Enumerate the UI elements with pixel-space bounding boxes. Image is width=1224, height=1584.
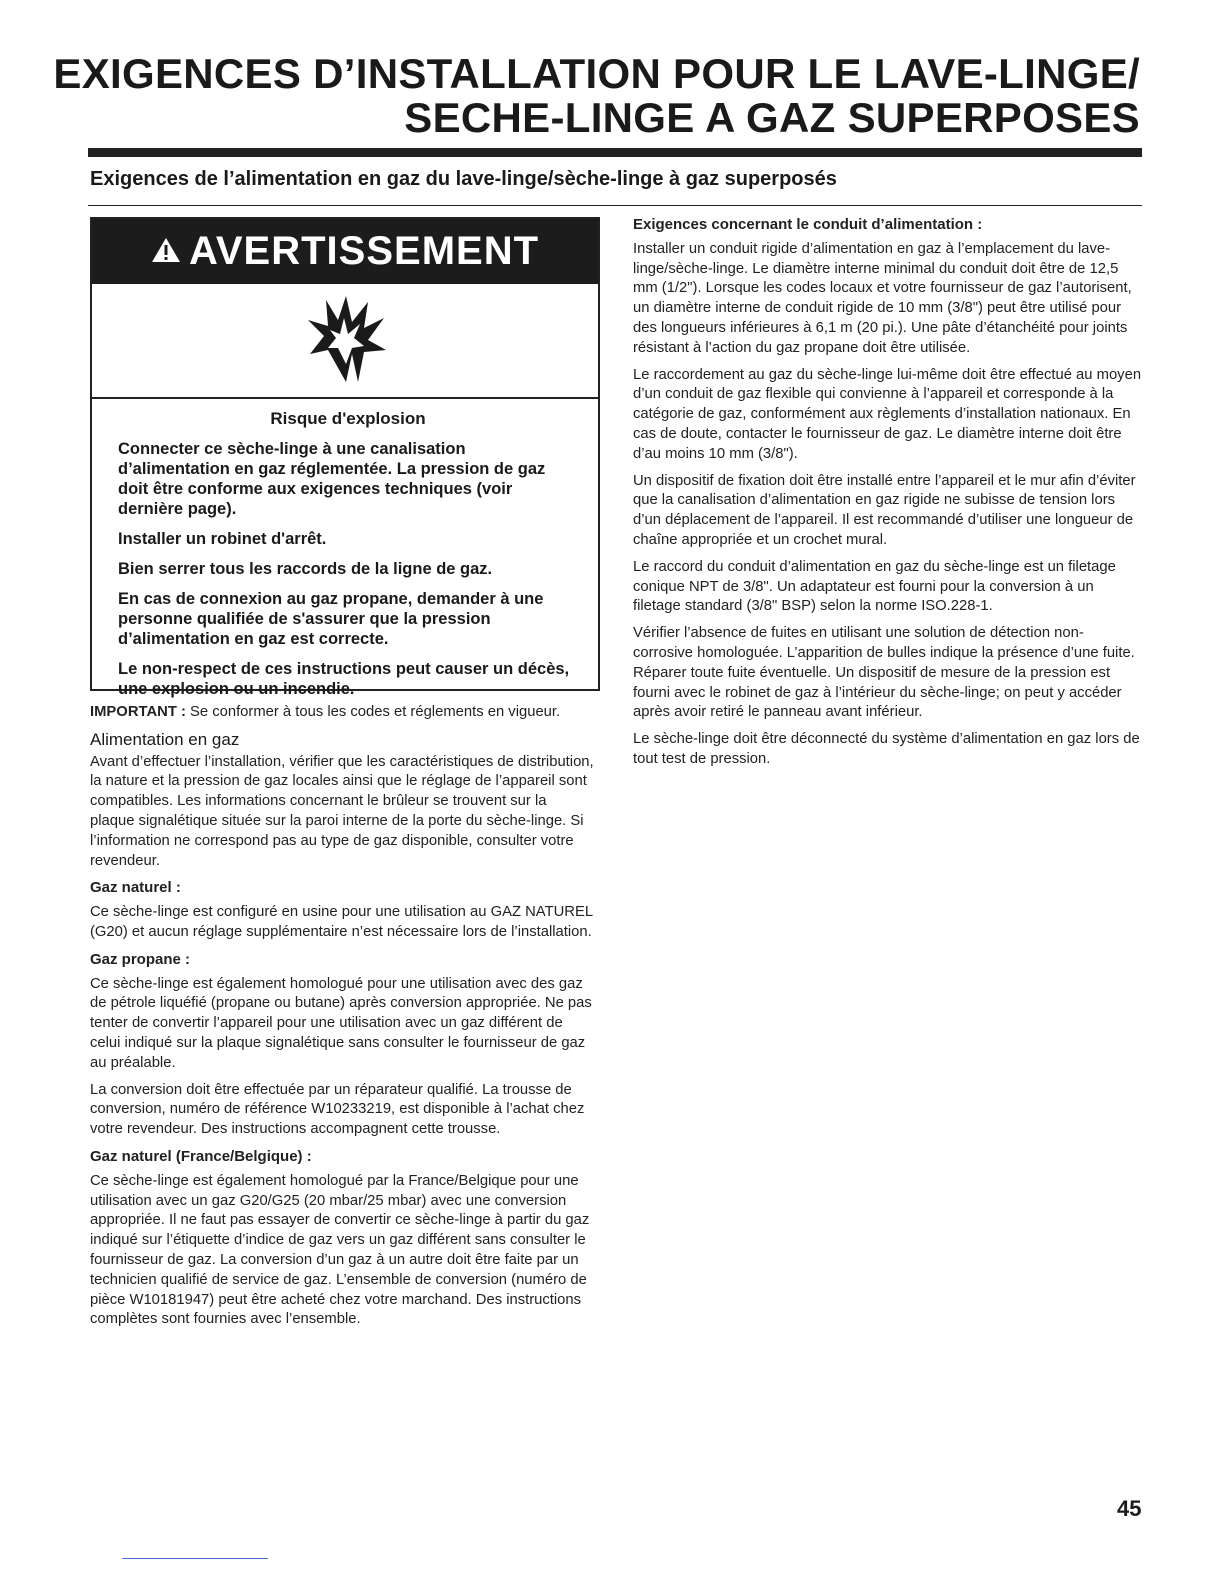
- alimentation-text: Avant d’effectuer l’installation, vérifier que les caractéristiques de distribution, la nature et la pression de gaz locales ainsi que le réglage de l’appareil sont compatibles. Les informations concernant le brûleur se trouvent sur la plaque signalétique située sur la paroi interne de la porte du sèche-linge. Si l’information ne correspond pas au type de gaz disponible, consulter votre revendeur.: [90, 753, 594, 869]
- important-note: [90, 703, 595, 723]
- section-subheading: Exigences de l’alimentation en gaz du lave-linge/sèche-linge à gaz superposés: [90, 168, 837, 190]
- explosion-icon: [298, 292, 394, 388]
- footer-line: [122, 1558, 268, 1559]
- supply-paragraph: Le raccordement au gaz du sèche-linge lui-même doit être effectué au moyen d’un conduit de gaz flexible qui convienne à l’appareil et corresponde à la catégorie de gaz, conformément aux règlements d’installation nationaux. En cas de doute, contacter le fournisseur de gaz. Le diamètre interne doit être d’au moins 10 mm (3/8").: [633, 366, 1142, 462]
- supply-line-heading: Exigences concernant le conduit d’alimentation :: [633, 216, 983, 233]
- supply-paragraph: Un dispositif de fixation doit être installé entre l’appareil et le mur afin d’éviter que la canalisation d’alimentation en gaz rigide ne subisse de tension lors d’un déplacement de l’appareil. Il est recommandé d’utiliser une longueur de chaîne appropriée et un crochet mural.: [633, 472, 1136, 548]
- important-text: Se conformer à tous les codes et réglements en vigueur.: [185, 704, 561, 720]
- alimentation-heading: Alimentation en gaz: [90, 729, 240, 749]
- warning-icon-panel: [92, 284, 598, 399]
- risk-title: Risque d'explosion: [270, 409, 426, 428]
- warning-paragraph: Bien serrer tous les raccords de la ligne de gaz.: [118, 560, 493, 578]
- warning-box: [90, 217, 600, 698]
- warning-triangle-icon: [151, 229, 181, 274]
- supply-paragraph: Le raccord du conduit d’alimentation en gaz du sèche-linge est un filetage conique NPT de 3/8". Un adaptateur est fourni pour la conversion à un filetage standard (3/8" BSP) selon la norme ISO.228-1.: [633, 558, 1116, 615]
- warning-paragraph: En cas de connexion au gaz propane, demander à une personne qualifiée de s'assurer que la pression d’alimentation en gaz est correcte.: [118, 590, 544, 648]
- supply-paragraph: Vérifier l’absence de fuites en utilisant une solution de détection non-corrosive homologuée. L’apparition de bulles indique la présence d’une fuite. Réparer toute fuite éventuelle. Un dispositif de mesure de la pression est fourni avec le robinet de gaz à l’intérieur du sèche-linge; on peut y accéder après avoir retiré le panneau avant inférieur.: [633, 625, 1135, 721]
- subheading-rule: [88, 205, 1142, 206]
- propane-label: Gaz propane :: [90, 950, 191, 968]
- page-title-line-2: SECHE-LINGE A GAZ SUPERPOSES: [404, 94, 1140, 141]
- left-column: [90, 703, 595, 1337]
- page-number: 45: [1117, 1496, 1142, 1521]
- propane-text: Ce sèche-linge est également homologué pour une utilisation avec des gaz de pétrole liquéfié (propane ou butane) après conversion appropriée. Ne pas tenter de convertir l’appareil pour une utilisation avec un gaz différent de celui indiqué sur la plaque signalétique sans consulter le fournisseur de gaz au préalable.: [90, 975, 592, 1071]
- france-belgium-label: Gaz naturel (France/Belgique) :: [90, 1147, 312, 1165]
- page-title-line-1: EXIGENCES D’INSTALLATION POUR LE LAVE-LINGE/: [53, 50, 1140, 97]
- warning-header-text: AVERTISSEMENT: [188, 229, 540, 273]
- natural-gas-label: Gaz naturel :: [90, 879, 181, 897]
- supply-paragraph: Installer un conduit rigide d’alimentation en gaz à l’emplacement du lave-linge/sèche-linge. Le diamètre interne minimal du conduit doit être de 12,5 mm (1/2"). Lorsque les codes locaux et votre fournisseur de gaz l’autorisent, un diamètre interne de conduit rigide de 10 mm (3/8") peut être utilisé pour des longueurs inférieures à 6,1 m (20 pi.). Une pâte d’étanchéité pour joints résistant à l’action du gaz propane doit être utilisée.: [633, 240, 1132, 356]
- supply-paragraph: Le sèche-linge doit être déconnecté du système d’alimentation en gaz lors de tout test de pression.: [633, 731, 1140, 767]
- title-rule: [88, 148, 1142, 157]
- page-title: [40, 52, 1140, 140]
- warning-paragraph: Installer un robinet d'arrêt.: [118, 530, 327, 548]
- warning-paragraph: Le non-respect de ces instructions peut causer un décès, une explosion ou un incendie.: [118, 660, 570, 698]
- important-label: IMPORTANT :: [90, 704, 186, 720]
- right-column: [633, 215, 1143, 777]
- warning-header: [92, 219, 598, 284]
- warning-paragraph: Connecter ce sèche-linge à une canalisation d’alimentation en gaz réglementée. La pression de gaz doit être conforme aux exigences techniques (voir dernière page).: [118, 440, 546, 518]
- france-belgium-text: Ce sèche-linge est également homologué par la France/Belgique pour une utilisation avec un gaz G20/G25 (20 mbar/25 mbar) avec une conversion appropriée. Il ne faut pas essayer de convertir ce sèche-linge à partir du gaz indiqué sur l’étiquette d’indice de gaz vers un gaz différent sans consulter le fournisseur de gaz. La conversion d’un gaz à un autre doit être faite par un technicien qualifié de service de gaz. L’ensemble de conversion (numéro de pièce W10181947) peut être acheté chez votre marchand. Des instructions complètes sont fournies avec l’ensemble.: [90, 1172, 590, 1328]
- propane-conversion-text: La conversion doit être effectuée par un réparateur qualifié. La trousse de conversion, numéro de référence W10233219, est disponible à l’achat chez votre revendeur. Des instructions accompagnent cette trousse.: [90, 1081, 585, 1138]
- natural-gas-text: Ce sèche-linge est configuré en usine pour une utilisation au GAZ NATUREL (G20) et aucun réglage supplémentaire n’est nécessaire lors de l’installation.: [90, 904, 593, 940]
